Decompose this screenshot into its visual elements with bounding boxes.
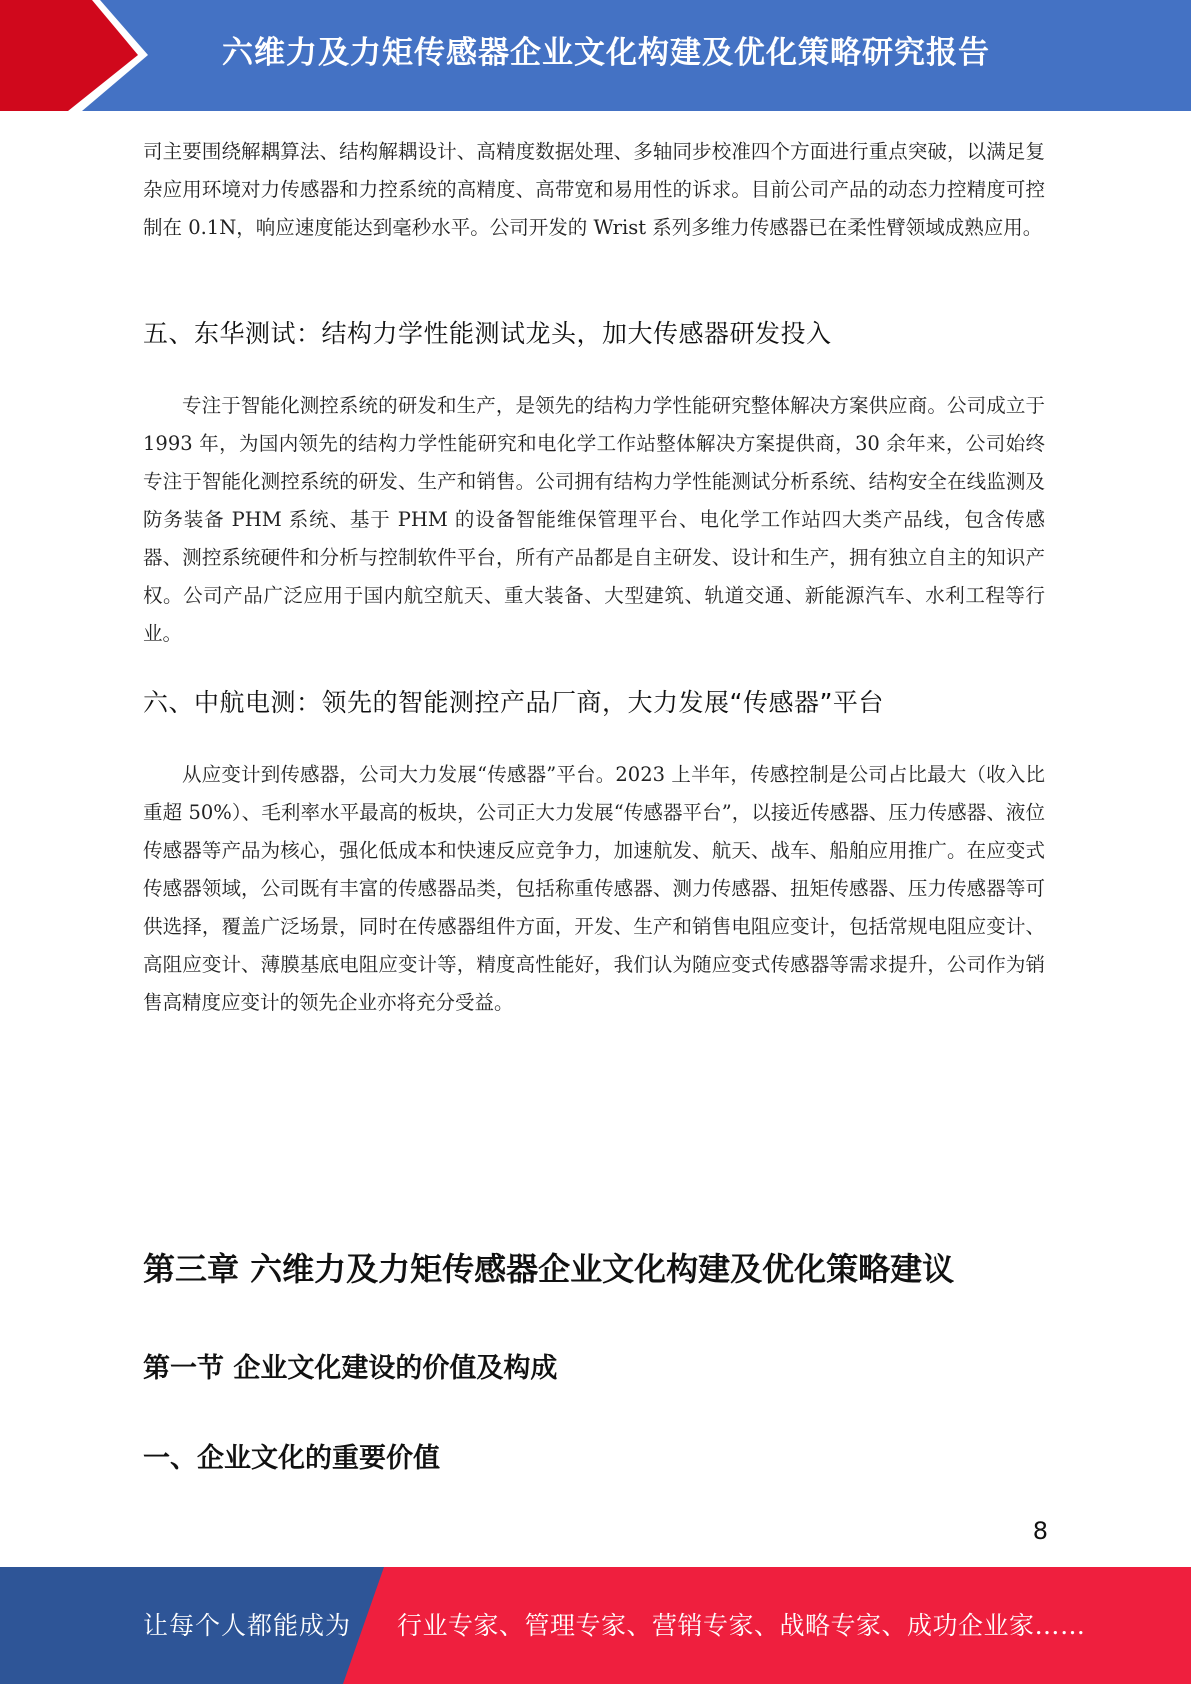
intro-paragraph-block: [143, 133, 1045, 247]
section-6-paragraph: 从应变计到传感器，公司大力发展“传感器”平台。2023 上半年，传感控制是公司占比最大（收入比重超 50%）、毛利率水平最高的板块，公司正大力发展“传感器平台”，以接近传感器、压力传感器、液位传感器等产品为核心，强化低成本和快速反应竞争力，加速航发、航天、战车、船舶应用推广。在应变式传感器领域，公司既有丰富的传感器品类，包括称重传感器、测力传感器、扭矩传感器、压力传感器等可供选择，覆盖广泛场景，同时在传感器组件方面，开发、生产和销售电阻应变计，包括常规电阻应变计、高阻应变计、薄膜基底电阻应变计等，精度高性能好，我们认为随应变式传感器等需求提升，公司作为销售高精度应变计的领先企业亦将充分受益。: [143, 763, 1045, 1014]
section-5-paragraph: 专注于智能化测控系统的研发和生产，是领先的结构力学性能研究整体解决方案供应商。公司成立于 1993 年，为国内领先的结构力学性能研究和电化学工作站整体解决方案提供商，30 余年来，公司始终专注于智能化测控系统的研发、生产和销售。公司拥有结构力学性能测试分析系统、结构安全在线监测及防务装备 PHM 系统、基于 PHM 的设备智能维保管理平台、电化学工作站四大类产品线，包含传感器、测控系统硬件和分析与控制软件平台，所有产品都是自主研发、设计和生产，拥有独立自主的知识产权。公司产品广泛应用于国内航空航天、重大装备、大型建筑、轨道交通、新能源汽车、水利工程等行业。: [143, 394, 1045, 645]
footer-slogan-left: 让每个人都能成为: [143, 1611, 352, 1640]
intro-paragraph: 司主要围绕解耦算法、结构解耦设计、高精度数据处理、多轴同步校准四个方面进行重点突破，以满足复杂应用环境对力传感器和力控系统的高精度、高带宽和易用性的诉求。目前公司产品的动态力控精度可控制在 0.1N，响应速度能达到毫秒水平。公司开发的 Wrist 系列多维力传感器已在柔性臂领域成熟应用。: [143, 140, 1045, 239]
section-5-body: [143, 387, 1045, 653]
page-footer: [0, 1567, 1191, 1684]
section-5-heading: 五、东华测试：结构力学性能测试龙头，加大传感器研发投入: [143, 319, 832, 348]
report-title: 六维力及力矩传感器企业文化构建及优化策略研究报告: [222, 35, 990, 71]
subsection-1-heading: 一、企业文化的重要价值: [143, 1443, 440, 1474]
chapter-3-heading: 第三章 六维力及力矩传感器企业文化构建及优化策略建议: [143, 1250, 955, 1288]
section-6-heading: 六、中航电测：领先的智能测控产品厂商，大力发展“传感器”平台: [143, 688, 884, 717]
section-6-body: [143, 756, 1045, 1022]
footer-slogan-right: 行业专家、管理专家、营销专家、战略专家、成功企业家……: [397, 1611, 1086, 1640]
page-header: [0, 0, 1191, 111]
page-number: 8: [1032, 1517, 1048, 1545]
chapter-3-section-1-heading: 第一节 企业文化建设的价值及构成: [143, 1353, 558, 1384]
